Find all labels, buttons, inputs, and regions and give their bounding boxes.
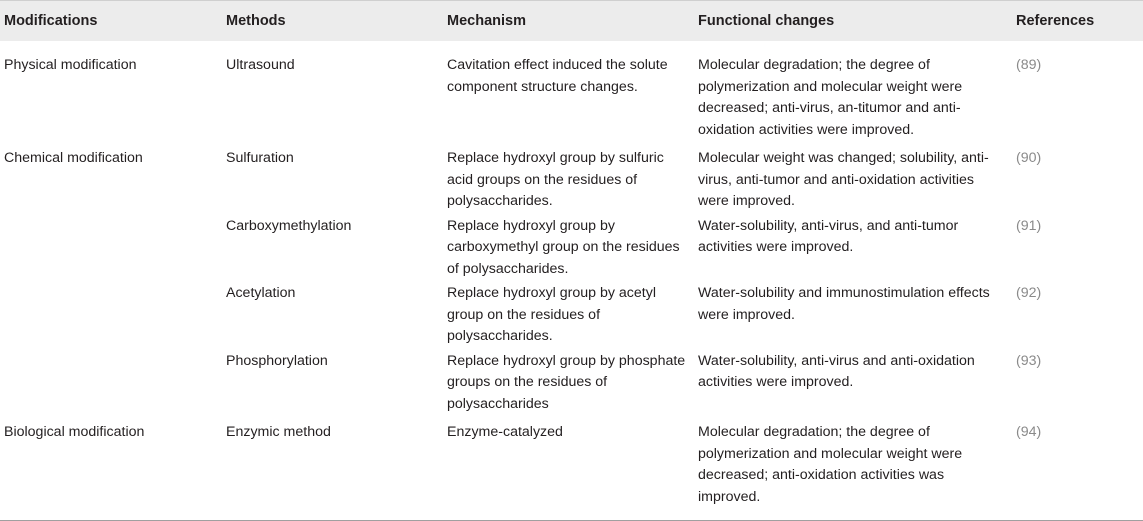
reference-link[interactable]: 92 — [1020, 285, 1037, 301]
cell-mechanism: Replace hydroxyl group by sulfuric acid groups on the residues of polysaccharides. — [447, 150, 664, 209]
cell-method: Carboxymethylation — [226, 217, 352, 234]
cell-method: Sulfuration — [226, 150, 294, 166]
cell-reference[interactable]: (93) — [1016, 352, 1042, 369]
cell-functional-changes: Water-solubility, anti-virus and anti-oxidation activities were improved. — [698, 352, 975, 390]
table-body — [0, 41, 1143, 521]
cell-modification — [0, 213, 222, 281]
cell-reference[interactable]: (91) — [1016, 217, 1042, 234]
cell-reference[interactable]: (89) — [1016, 57, 1042, 73]
cell-mechanism: Replace hydroxyl group by carboxymethyl group on the residues of polysaccharides. — [447, 217, 680, 277]
table-header — [0, 1, 1143, 42]
header-row — [0, 1, 1143, 42]
cell-modification — [0, 348, 222, 416]
cell-functional-changes: Molecular weight was changed; solubility, anti-virus, anti-tumor and anti-oxidation activities were improved. — [698, 150, 989, 209]
cell-mechanism: Cavitation effect induced the solute component structure changes. — [447, 57, 668, 95]
cell-method: Phosphorylation — [226, 352, 328, 369]
cell-modification — [0, 280, 222, 348]
reference-link[interactable]: 91 — [1020, 217, 1037, 234]
table-row — [0, 213, 1143, 281]
reference-link[interactable]: 93 — [1020, 352, 1037, 369]
cell-reference[interactable]: (94) — [1012, 415, 1143, 521]
table-row — [0, 41, 1143, 141]
cell-method: Enzymic method — [222, 415, 443, 521]
reference-link[interactable]: 89 — [1020, 57, 1037, 73]
cell-method: Ultrasound — [226, 57, 295, 73]
cell-functional-changes: Molecular degradation; the degree of polymerization and molecular weight were decreased; anti-oxidation activities was improved. — [694, 415, 1012, 521]
reference-link[interactable]: 90 — [1020, 150, 1037, 166]
cell-functional-changes: Water-solubility and immunostimulation effects were improved. — [698, 285, 990, 323]
cell-mechanism: Enzyme-catalyzed — [443, 415, 694, 521]
cell-functional-changes: Water-solubility, anti-virus, and anti-tumor activities were improved. — [698, 217, 959, 255]
reference-link[interactable]: 94 — [1020, 424, 1037, 440]
cell-reference[interactable]: (90) — [1016, 150, 1042, 166]
header-mechanism: Mechanism — [443, 1, 694, 42]
cell-mechanism: Replace hydroxyl group by acetyl group on the residues of polysaccharides. — [447, 285, 656, 344]
cell-modification: Biological modification — [0, 415, 222, 521]
cell-mechanism: Replace hydroxyl group by phosphate groups on the residues of polysaccharides — [447, 352, 686, 412]
cell-modification: Chemical modification — [4, 150, 143, 166]
cell-functional-changes: Molecular degradation; the degree of polymerization and molecular weight were decreased; anti-virus, an-titumor and anti-oxidation activities were improved. — [698, 57, 963, 138]
table-row — [0, 280, 1143, 348]
table-row — [0, 141, 1143, 213]
header-methods: Methods — [222, 1, 443, 42]
header-references: References — [1012, 1, 1143, 42]
table-row — [0, 348, 1143, 416]
table-row — [0, 415, 1143, 521]
header-modifications: Modifications — [0, 1, 222, 42]
cell-reference[interactable]: (92) — [1016, 285, 1042, 301]
cell-modification: Physical modification — [4, 57, 137, 73]
cell-method: Acetylation — [226, 285, 296, 301]
header-functional-changes: Functional changes — [694, 1, 1012, 42]
